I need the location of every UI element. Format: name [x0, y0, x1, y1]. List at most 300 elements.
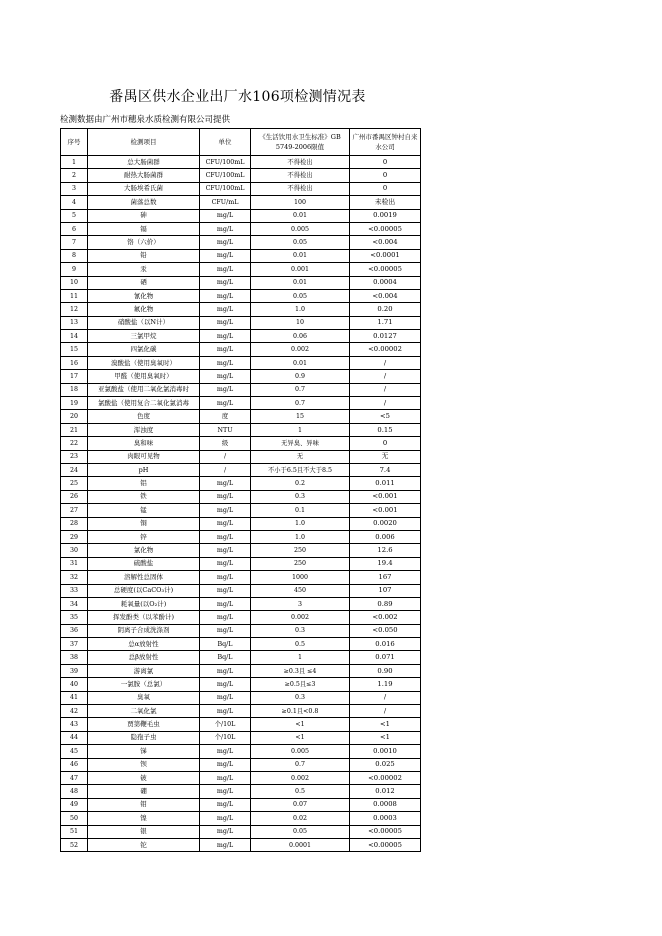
- table-row: [61, 236, 421, 249]
- cell-limit: 0.5: [251, 785, 350, 798]
- cell-item: 三氯甲烷: [88, 330, 200, 343]
- cell-result: 0.011: [350, 477, 421, 490]
- data-source-note: 检测数据由广州市穗泉水质检测有限公司提供: [60, 115, 231, 125]
- cell-unit: mg/L: [200, 383, 251, 396]
- cell-item: 铜: [88, 517, 200, 530]
- cell-limit: 100: [251, 196, 350, 209]
- cell-limit: 0.05: [251, 289, 350, 302]
- cell-item: 锑: [88, 745, 200, 758]
- cell-no: 33: [61, 584, 88, 597]
- cell-limit: 0.7: [251, 758, 350, 771]
- cell-no: 18: [61, 383, 88, 396]
- cell-limit: 0.01: [251, 249, 350, 262]
- table-row: [61, 222, 421, 235]
- cell-limit: 0.01: [251, 209, 350, 222]
- cell-result: 19.4: [350, 557, 421, 570]
- cell-limit: 0.3: [251, 691, 350, 704]
- cell-limit: 0.005: [251, 222, 350, 235]
- cell-limit: ≥0.3且 ≤4: [251, 664, 350, 677]
- cell-unit: 级: [200, 437, 251, 450]
- cell-limit: 0.002: [251, 343, 350, 356]
- cell-limit: 1: [251, 651, 350, 664]
- cell-unit: mg/L: [200, 798, 251, 811]
- table-row: [61, 303, 421, 316]
- table-row: [61, 838, 421, 851]
- cell-result: 无: [350, 450, 421, 463]
- cell-item: 浑浊度: [88, 423, 200, 436]
- cell-unit: mg/L: [200, 222, 251, 235]
- cell-no: 14: [61, 330, 88, 343]
- cell-item: 总大肠菌群: [88, 156, 200, 169]
- cell-result: 未检出: [350, 196, 421, 209]
- cell-no: 16: [61, 356, 88, 369]
- cell-unit: CFU/100mL: [200, 169, 251, 182]
- cell-result: <0.00005: [350, 825, 421, 838]
- cell-no: 11: [61, 289, 88, 302]
- cell-no: 8: [61, 249, 88, 262]
- cell-result: 167: [350, 571, 421, 584]
- table-row: [61, 450, 421, 463]
- table-row: [61, 383, 421, 396]
- cell-result: 0.20: [350, 303, 421, 316]
- cell-no: 44: [61, 731, 88, 744]
- cell-unit: mg/L: [200, 209, 251, 222]
- table-row: [61, 249, 421, 262]
- cell-item: 银: [88, 825, 200, 838]
- cell-result: 107: [350, 584, 421, 597]
- cell-item: 总α放射性: [88, 638, 200, 651]
- cell-unit: CFU/100mL: [200, 182, 251, 195]
- cell-no: 40: [61, 678, 88, 691]
- cell-limit: 1000: [251, 571, 350, 584]
- table-row: [61, 343, 421, 356]
- cell-unit: mg/L: [200, 705, 251, 718]
- cell-no: 4: [61, 196, 88, 209]
- cell-limit: 1.0: [251, 517, 350, 530]
- cell-result: <0.002: [350, 611, 421, 624]
- cell-item: 隐孢子虫: [88, 731, 200, 744]
- cell-limit: 0.7: [251, 397, 350, 410]
- cell-no: 26: [61, 490, 88, 503]
- cell-unit: mg/L: [200, 490, 251, 503]
- cell-limit: 0.01: [251, 276, 350, 289]
- table-row: [61, 410, 421, 423]
- cell-result: <1: [350, 718, 421, 731]
- cell-no: 6: [61, 222, 88, 235]
- cell-result: <0.00005: [350, 263, 421, 276]
- cell-no: 9: [61, 263, 88, 276]
- water-quality-table: [60, 128, 421, 852]
- cell-result: 0: [350, 156, 421, 169]
- table-row: [61, 330, 421, 343]
- table-row: [61, 651, 421, 664]
- cell-limit: 0.005: [251, 745, 350, 758]
- cell-no: 1: [61, 156, 88, 169]
- table-row: [61, 557, 421, 570]
- cell-unit: /: [200, 450, 251, 463]
- table-row: [61, 169, 421, 182]
- cell-limit: 0.3: [251, 490, 350, 503]
- cell-unit: mg/L: [200, 691, 251, 704]
- header-no: 序号: [61, 129, 88, 156]
- table-row: [61, 263, 421, 276]
- table-row: [61, 356, 421, 369]
- cell-limit: 0.07: [251, 798, 350, 811]
- cell-item: 耗氧量(以O₂计): [88, 597, 200, 610]
- cell-limit: 0.0001: [251, 838, 350, 851]
- cell-limit: 15: [251, 410, 350, 423]
- cell-result: /: [350, 397, 421, 410]
- cell-limit: 0.2: [251, 477, 350, 490]
- cell-no: 24: [61, 463, 88, 476]
- cell-item: 氟化物: [88, 303, 200, 316]
- table-row: [61, 196, 421, 209]
- cell-no: 19: [61, 397, 88, 410]
- cell-no: 22: [61, 437, 88, 450]
- cell-no: 38: [61, 651, 88, 664]
- cell-result: /: [350, 356, 421, 369]
- cell-item: 甲醛（使用臭氧时）: [88, 370, 200, 383]
- cell-limit: 不得检出: [251, 169, 350, 182]
- cell-result: /: [350, 691, 421, 704]
- cell-item: 四氯化碳: [88, 343, 200, 356]
- cell-no: 41: [61, 691, 88, 704]
- cell-result: <0.001: [350, 504, 421, 517]
- cell-no: 28: [61, 517, 88, 530]
- cell-unit: mg/L: [200, 838, 251, 851]
- cell-limit: 不小于6.5且不大于8.5: [251, 463, 350, 476]
- cell-unit: CFU/100mL: [200, 156, 251, 169]
- table-row: [61, 477, 421, 490]
- cell-unit: mg/L: [200, 597, 251, 610]
- cell-item: pH: [88, 463, 200, 476]
- cell-no: 52: [61, 838, 88, 851]
- table-body: [61, 156, 421, 852]
- table-row: [61, 437, 421, 450]
- cell-unit: Bq/L: [200, 651, 251, 664]
- cell-item: 二氧化氯: [88, 705, 200, 718]
- cell-result: 0.15: [350, 423, 421, 436]
- cell-item: 阴离子合成洗涤剂: [88, 624, 200, 637]
- cell-no: 49: [61, 798, 88, 811]
- cell-no: 32: [61, 571, 88, 584]
- cell-unit: 度: [200, 410, 251, 423]
- cell-no: 37: [61, 638, 88, 651]
- cell-no: 48: [61, 785, 88, 798]
- cell-result: 0: [350, 169, 421, 182]
- cell-result: 0.0003: [350, 812, 421, 825]
- cell-no: 47: [61, 771, 88, 784]
- header-limit: 《生活饮用水卫生标准》GB 5749-2006限值: [251, 129, 350, 156]
- header-result: 广州市番禺区钟村自来水公司: [350, 129, 421, 156]
- table-row: [61, 517, 421, 530]
- cell-unit: mg/L: [200, 303, 251, 316]
- cell-item: 镉: [88, 222, 200, 235]
- cell-item: 钡: [88, 758, 200, 771]
- cell-result: 0.071: [350, 651, 421, 664]
- cell-unit: mg/L: [200, 477, 251, 490]
- cell-unit: mg/L: [200, 316, 251, 329]
- cell-item: 锰: [88, 504, 200, 517]
- cell-unit: mg/L: [200, 544, 251, 557]
- cell-item: 菌落总数: [88, 196, 200, 209]
- cell-unit: mg/L: [200, 263, 251, 276]
- cell-result: 0.006: [350, 530, 421, 543]
- cell-limit: 0.9: [251, 370, 350, 383]
- cell-limit: 0.02: [251, 812, 350, 825]
- table-row: [61, 289, 421, 302]
- table-row: [61, 276, 421, 289]
- cell-unit: mg/L: [200, 530, 251, 543]
- cell-limit: <1: [251, 718, 350, 731]
- cell-unit: mg/L: [200, 397, 251, 410]
- cell-limit: 450: [251, 584, 350, 597]
- cell-unit: mg/L: [200, 289, 251, 302]
- cell-result: 0.0010: [350, 745, 421, 758]
- cell-no: 5: [61, 209, 88, 222]
- cell-item: 硫酸盐: [88, 557, 200, 570]
- cell-no: 2: [61, 169, 88, 182]
- cell-unit: mg/L: [200, 678, 251, 691]
- cell-result: /: [350, 370, 421, 383]
- table-row: [61, 758, 421, 771]
- cell-item: 汞: [88, 263, 200, 276]
- cell-result: 0.89: [350, 597, 421, 610]
- cell-result: 1.19: [350, 678, 421, 691]
- cell-item: 游离氯: [88, 664, 200, 677]
- table-row: [61, 423, 421, 436]
- cell-item: 耐热大肠菌群: [88, 169, 200, 182]
- cell-result: 0.0127: [350, 330, 421, 343]
- table-row: [61, 597, 421, 610]
- cell-no: 42: [61, 705, 88, 718]
- cell-result: 0.0004: [350, 276, 421, 289]
- table-row: [61, 664, 421, 677]
- cell-result: <0.00005: [350, 222, 421, 235]
- cell-no: 10: [61, 276, 88, 289]
- table-row: [61, 825, 421, 838]
- cell-limit: 0.1: [251, 504, 350, 517]
- cell-item: 溶解性总固体: [88, 571, 200, 584]
- cell-no: 29: [61, 530, 88, 543]
- cell-result: 0.016: [350, 638, 421, 651]
- cell-result: 0.0020: [350, 517, 421, 530]
- table-row: [61, 490, 421, 503]
- cell-result: 0.90: [350, 664, 421, 677]
- cell-no: 27: [61, 504, 88, 517]
- cell-unit: mg/L: [200, 745, 251, 758]
- cell-result: <0.00002: [350, 771, 421, 784]
- cell-unit: mg/L: [200, 825, 251, 838]
- cell-result: 7.4: [350, 463, 421, 476]
- table-row: [61, 397, 421, 410]
- cell-unit: mg/L: [200, 330, 251, 343]
- cell-item: 铝: [88, 477, 200, 490]
- cell-limit: 250: [251, 544, 350, 557]
- cell-result: 1.71: [350, 316, 421, 329]
- cell-unit: Bq/L: [200, 638, 251, 651]
- cell-limit: ≥0.5且≤3: [251, 678, 350, 691]
- cell-result: /: [350, 705, 421, 718]
- cell-item: 氯化物: [88, 544, 200, 557]
- cell-item: 硒: [88, 276, 200, 289]
- cell-limit: 250: [251, 557, 350, 570]
- table-row: [61, 624, 421, 637]
- cell-unit: mg/L: [200, 571, 251, 584]
- cell-item: 镍: [88, 812, 200, 825]
- cell-unit: mg/L: [200, 517, 251, 530]
- cell-item: 砷: [88, 209, 200, 222]
- cell-no: 46: [61, 758, 88, 771]
- table-row: [61, 370, 421, 383]
- cell-no: 20: [61, 410, 88, 423]
- cell-limit: 3: [251, 597, 350, 610]
- cell-item: 总硬度(以CaCO₃计): [88, 584, 200, 597]
- cell-item: 锌: [88, 530, 200, 543]
- cell-limit: 1: [251, 423, 350, 436]
- table-row: [61, 209, 421, 222]
- cell-unit: /: [200, 463, 251, 476]
- table-row: [61, 745, 421, 758]
- cell-no: 7: [61, 236, 88, 249]
- cell-unit: mg/L: [200, 557, 251, 570]
- cell-unit: mg/L: [200, 370, 251, 383]
- header-unit: 单位: [200, 129, 251, 156]
- cell-limit: 不得检出: [251, 156, 350, 169]
- cell-result: /: [350, 383, 421, 396]
- cell-no: 13: [61, 316, 88, 329]
- cell-result: <0.050: [350, 624, 421, 637]
- table-row: [61, 691, 421, 704]
- cell-unit: CFU/mL: [200, 196, 251, 209]
- cell-unit: mg/L: [200, 236, 251, 249]
- cell-item: 溴酸盐（使用臭氧时）: [88, 356, 200, 369]
- cell-limit: <1: [251, 731, 350, 744]
- cell-no: 43: [61, 718, 88, 731]
- cell-no: 3: [61, 182, 88, 195]
- table-row: [61, 718, 421, 731]
- table-row: [61, 771, 421, 784]
- cell-item: 亚氯酸盐（使用二氧化氯消毒时: [88, 383, 200, 396]
- cell-item: 肉眼可见物: [88, 450, 200, 463]
- cell-unit: mg/L: [200, 758, 251, 771]
- cell-result: 0: [350, 437, 421, 450]
- cell-item: 钼: [88, 798, 200, 811]
- cell-unit: mg/L: [200, 785, 251, 798]
- table-row: [61, 638, 421, 651]
- cell-limit: ≥0.1且<0.8: [251, 705, 350, 718]
- cell-no: 50: [61, 812, 88, 825]
- table-row: [61, 504, 421, 517]
- header-item: 检测项目: [88, 129, 200, 156]
- cell-no: 35: [61, 611, 88, 624]
- cell-item: 总β放射性: [88, 651, 200, 664]
- table-row: [61, 544, 421, 557]
- cell-no: 39: [61, 664, 88, 677]
- cell-result: 12.6: [350, 544, 421, 557]
- table-row: [61, 785, 421, 798]
- table-row: [61, 316, 421, 329]
- cell-limit: 0.06: [251, 330, 350, 343]
- cell-result: 0.0019: [350, 209, 421, 222]
- cell-item: 铊: [88, 838, 200, 851]
- cell-no: 23: [61, 450, 88, 463]
- table-row: [61, 463, 421, 476]
- table-row: [61, 678, 421, 691]
- cell-no: 30: [61, 544, 88, 557]
- table-header: [61, 129, 421, 156]
- cell-item: 铁: [88, 490, 200, 503]
- cell-unit: NTU: [200, 423, 251, 436]
- cell-unit: mg/L: [200, 356, 251, 369]
- cell-item: 铬（六价）: [88, 236, 200, 249]
- table-row: [61, 584, 421, 597]
- cell-limit: 0.3: [251, 624, 350, 637]
- cell-unit: 个/10L: [200, 718, 251, 731]
- cell-unit: mg/L: [200, 249, 251, 262]
- cell-result: <1: [350, 731, 421, 744]
- cell-limit: 0.05: [251, 825, 350, 838]
- cell-no: 12: [61, 303, 88, 316]
- cell-limit: 无异臭、异味: [251, 437, 350, 450]
- cell-unit: mg/L: [200, 664, 251, 677]
- cell-limit: 0.002: [251, 771, 350, 784]
- cell-item: 贾第鞭毛虫: [88, 718, 200, 731]
- cell-unit: mg/L: [200, 624, 251, 637]
- cell-limit: 1.0: [251, 530, 350, 543]
- cell-result: 0: [350, 182, 421, 195]
- cell-limit: 10: [251, 316, 350, 329]
- cell-item: 铅: [88, 249, 200, 262]
- cell-item: 臭和味: [88, 437, 200, 450]
- cell-result: <5: [350, 410, 421, 423]
- cell-unit: mg/L: [200, 611, 251, 624]
- cell-item: 大肠埃希氏菌: [88, 182, 200, 195]
- cell-item: 硼: [88, 785, 200, 798]
- cell-item: 氰化物: [88, 289, 200, 302]
- cell-unit: mg/L: [200, 504, 251, 517]
- cell-result: 0.025: [350, 758, 421, 771]
- cell-unit: mg/L: [200, 771, 251, 784]
- cell-result: <0.004: [350, 289, 421, 302]
- page-title: 番禺区供水企业出厂水106项检测情况表: [109, 89, 366, 105]
- cell-limit: 1.0: [251, 303, 350, 316]
- cell-limit: 0.05: [251, 236, 350, 249]
- cell-no: 17: [61, 370, 88, 383]
- table-row: [61, 705, 421, 718]
- cell-result: 0.0008: [350, 798, 421, 811]
- cell-no: 34: [61, 597, 88, 610]
- table-row: [61, 182, 421, 195]
- cell-result: <0.004: [350, 236, 421, 249]
- cell-unit: 个/10L: [200, 731, 251, 744]
- cell-no: 45: [61, 745, 88, 758]
- cell-limit: 0.01: [251, 356, 350, 369]
- cell-limit: 无: [251, 450, 350, 463]
- table-row: [61, 530, 421, 543]
- cell-unit: mg/L: [200, 812, 251, 825]
- cell-result: 0.012: [350, 785, 421, 798]
- cell-limit: 不得检出: [251, 182, 350, 195]
- cell-limit: 0.002: [251, 611, 350, 624]
- cell-item: 硝酸盐（以N计）: [88, 316, 200, 329]
- cell-item: 氯酸盐（使用复合二氧化氯消毒: [88, 397, 200, 410]
- table-row: [61, 571, 421, 584]
- cell-item: 铍: [88, 771, 200, 784]
- cell-result: <0.001: [350, 490, 421, 503]
- cell-no: 25: [61, 477, 88, 490]
- cell-unit: mg/L: [200, 584, 251, 597]
